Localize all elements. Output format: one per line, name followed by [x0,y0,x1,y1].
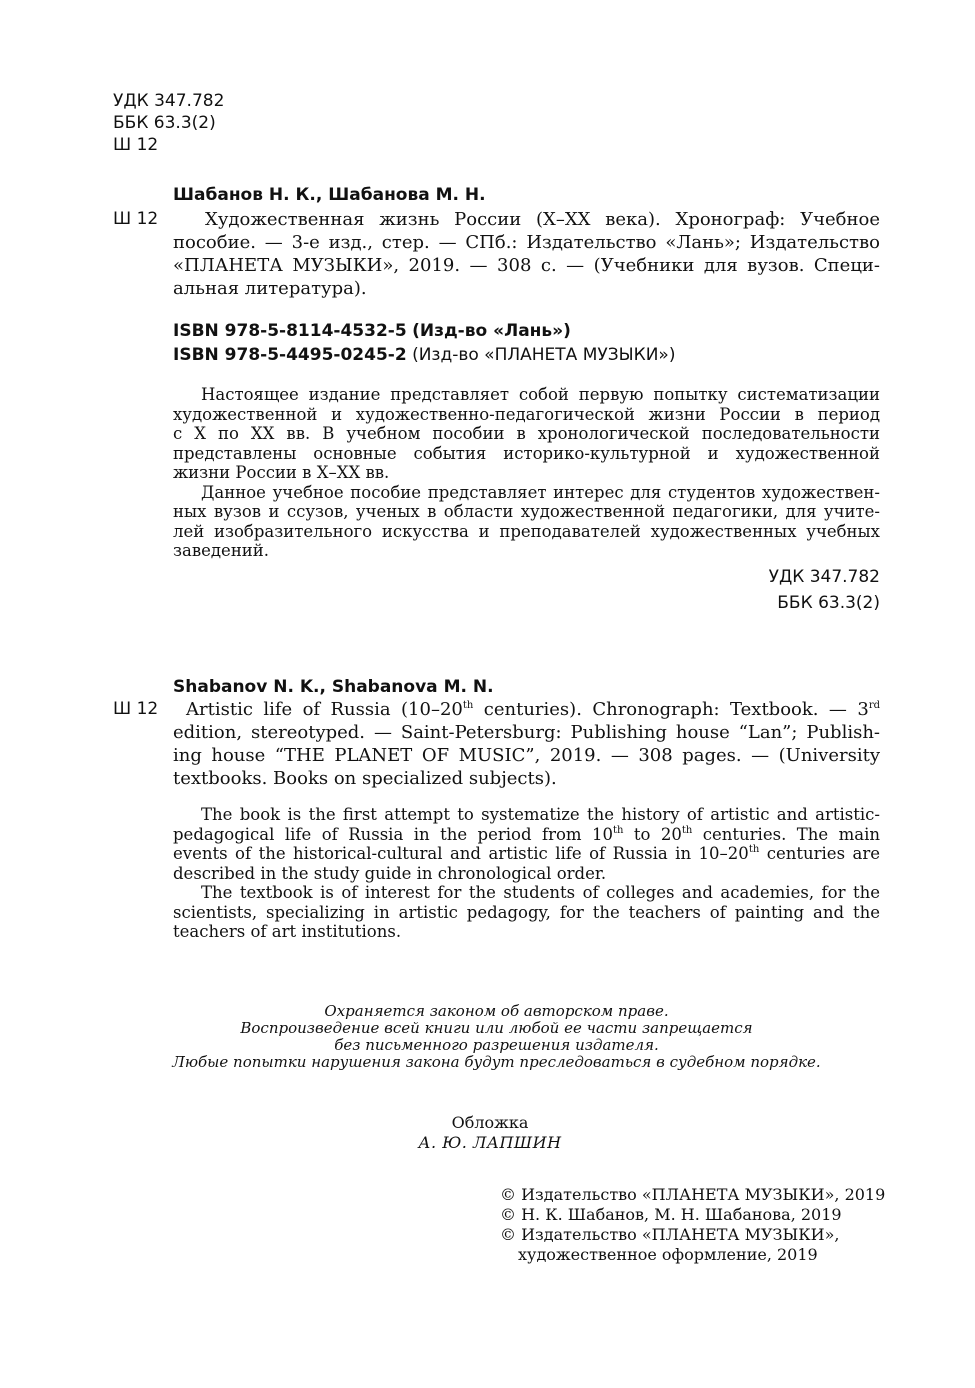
cover-credit [390,1113,590,1153]
cover-artist: А. Ю. ЛАПШИН [418,1133,562,1152]
copyright-line: © Н. К. Шабанов, М. Н. Шабанова, 2019 [500,1205,842,1224]
ru-abstract-line: Данное учебное пособие представляет интерес для студентов художествен- [201,482,880,502]
ru-desc-line: «ПЛАНЕТА МУЗЫКИ», 2019. — 308 с. — (Учебники для вузов. Специ- [173,255,880,276]
top-udk: УДК 347.782 [113,91,225,111]
en-abstract-line: described in the study guide in chronological order. [173,863,607,883]
ru-desc-line: пособие. — 3-е изд., стер. — СПб.: Издательство «Лань»; Издательство [173,232,880,253]
ru-code: Ш 12 [113,209,159,229]
ru-udk: УДК 347.782 [768,567,880,587]
en-abstract-text: events of the historical-cultural and artistic life of Russia in 10–20 [173,844,749,863]
en-desc-line: edition, stereotyped. — Saint-Petersburg: Publishing house “Lan”; Publish- [173,722,880,743]
ru-isbn-2 [173,344,675,366]
en-authors: Shabanov N. K., Shabanova M. N. [173,677,494,697]
en-abstract-text: to 20 [623,824,682,844]
en-desc-text: Artistic life of Russia (10–20 [186,699,463,720]
isbn-number: ISBN 978-5-4495-0245-2 [173,345,407,365]
en-code: Ш 12 [113,699,159,719]
notice-line: Воспроизведение всей книги или любой ее части запрещается [240,1019,753,1037]
isbn-number: ISBN 978-5-8114-4532-5 [173,321,407,341]
en-abstract-text: centuries are [759,844,881,863]
ru-authors: Шабанов Н. К., Шабанова М. Н. [173,185,486,205]
ru-abstract-line: Настоящее издание представляет собой первую попытку систематизации [201,385,880,404]
en-desc-line [173,698,880,721]
en-abstract-line: teachers of art institutions. [173,922,402,941]
ru-abstract-line: ных вузов и ссузов, ученых в области художественной педагогики, для учите- [173,502,880,521]
ru-abstract-line: представлены основные события историко-культурной и художественной [173,443,880,463]
en-abstract-line: The book is the first attempt to systematize the history of artistic and artistic- [201,805,880,824]
en-abstract-line: The textbook is of interest for the students of colleges and academies, for the [201,883,880,902]
ordinal-suffix: th [748,844,760,855]
copyright-line: © Издательство «ПЛАНЕТА МУЗЫКИ», 2019 [500,1185,886,1204]
ru-abstract-line: заведений. [173,541,270,560]
copyright-line: художественное оформление, 2019 [518,1245,818,1264]
en-desc-text: centuries). Chronograph: Textbook. — 3 [473,699,869,720]
ru-abstract-line: жизни России в X–XX вв. [173,463,390,482]
ru-desc-line: альная литература). [173,278,367,299]
ordinal-suffix: rd [868,700,880,711]
top-code: Ш 12 [113,135,159,155]
isbn-publisher: (Изд-во «Лань») [412,321,571,341]
en-abstract-text: pedagogical life of Russia in the period from 10 [173,824,613,844]
notice-line: Охраняется законом об авторском праве. [324,1002,669,1020]
ru-abstract-line: с X по XX вв. В учебном пособии в хронологической последовательности [173,424,880,443]
ru-bbk: ББК 63.3(2) [777,593,880,613]
en-desc-line: textbooks. Books on specialized subjects). [173,768,557,789]
en-abstract-line [173,844,880,864]
ordinal-suffix: th [612,824,624,836]
en-desc-line: ing house “THE PLANET OF MUSIC”, 2019. — 308 pages. — (University [173,745,880,766]
ru-desc-line: Художественная жизнь России (X–XX века). Хронограф: Учебное [205,209,880,230]
ru-abstract-line: лей изобразительного искусства и преподавателей художественных учебных [173,521,880,541]
ordinal-suffix: th [681,824,693,836]
ru-description [173,208,880,300]
en-abstract-line [173,825,880,845]
en-abstract-text: centuries. The main [692,824,880,844]
ru-abstract [173,385,880,561]
copyright-law-notice [113,1003,880,1071]
ordinal-suffix: th [462,700,474,711]
top-bbk: ББК 63.3(2) [113,113,216,133]
notice-line: Любые попытки нарушения закона будут преследоваться в судебном порядке. [172,1053,821,1071]
copyright-lines [500,1185,885,1265]
en-abstract [173,805,880,942]
en-abstract-line: scientists, specializing in artistic pedagogy, for the teachers of painting and the [173,902,880,922]
isbn-publisher: (Изд-во «ПЛАНЕТА МУЗЫКИ») [412,345,676,365]
notice-line: без письменного разрешения издателя. [334,1036,659,1054]
ru-abstract-line: художественной и художественно-педагогической жизни России в период [173,404,880,424]
copyright-line: © Издательство «ПЛАНЕТА МУЗЫКИ», [500,1225,840,1244]
ru-isbn-1 [173,320,571,342]
en-description [173,698,880,790]
cover-label: Обложка [451,1113,529,1132]
